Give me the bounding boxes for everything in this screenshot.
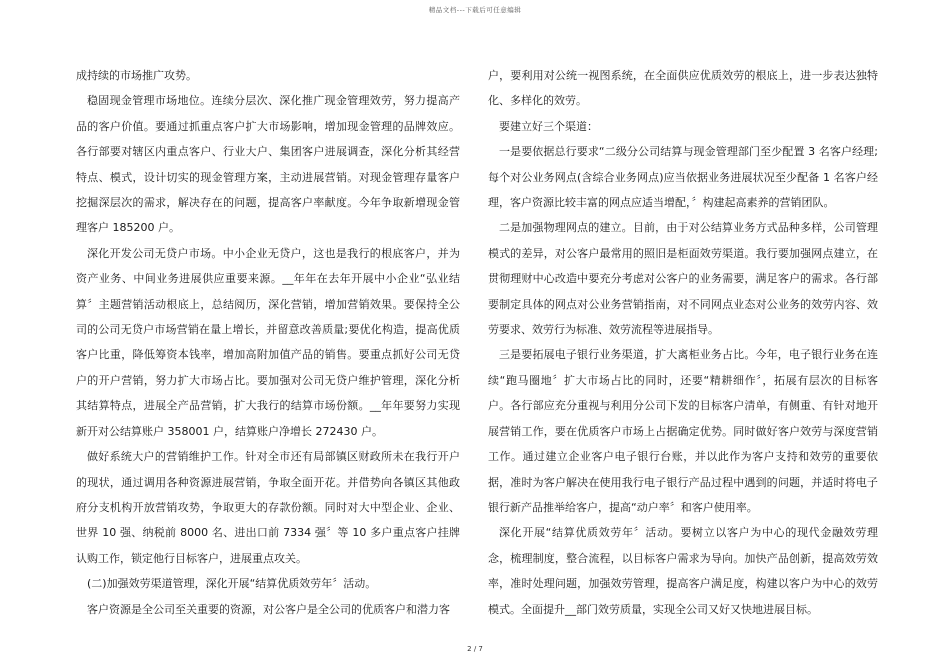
paragraph: 成持续的市场推广攻势。 (76, 69, 197, 82)
paragraph: 户，要利用对公统一视图系统，在全面供应优质效劳的根底上，进一步表达独特化、多样化的效劳。 (488, 69, 878, 108)
paragraph: 二是加强物理网点的建立。目前，由于对公结算业务方式品种多样，公司管理模式的差异，对公客户最常用的照旧是柜面效劳渠道。我行要加强网点建立，在贯彻理财中心改造中要充分考虑对公客户的业务需要，满足客户的需求。各行部要制定具体的网点对公业务营销指南，对不同网点业态对公业务的效劳内容、效劳要求、效劳行为标准、效劳流程等进展指导。 (488, 221, 878, 337)
left-column (76, 63, 460, 622)
right-column (488, 63, 878, 622)
paragraph: 客户资源是全公司至关重要的资源，对公客户是全公司的优质客户和潜力客 (87, 602, 450, 616)
page-header: 精品文档---下载后可任意编辑 (428, 6, 522, 14)
paragraph: 深化开展“结算优质效劳年〞活动。要树立以客户为中心的现代金融效劳理念，梳理制度，整合流程，以目标客户需求为导向。加快产品创新，提高效劳效率，准时处理问题，加强效劳管理，提高客户满足度，构建以客户为中心的效劳模式。全面提升__部门效劳质量，实现全公司又好又快地进展目标。 (488, 526, 878, 616)
paragraph: (二)加强效劳渠道管理，深化开展“结算优质效劳年〞活动。 (87, 577, 377, 591)
paragraph: 三是要拓展电子银行业务渠道，扩大离柜业务占比。今年，电子银行业务在连续“跑马圈地〞扩大市场占比的同时，还要“精耕细作〞，拓展有层次的目标客户。各行部应充分重视与利用分公司下发的目标客户清单，有侧重、有针对地开展营销工作，要在优质客户市场上占据确定优势。同时做好客户效劳与深度营销工作。通过建立企业客户电子银行台账，并以此作为客户支持和效劳的重要依据，准时为客户解决在使用我行电子银行产品过程中遇到的问题，并适时将电子银行新产品推举给客户，提高“动户率〞和客户使用率。 (488, 348, 878, 514)
paragraph: 一是要依据总行要求“二级分公司结算与现金管理部门至少配置 3 名客户经理;每个对公业务网点(含综合业务网点)应当依据业务进展状况至少配备 1 名客户经理，客户资源比较丰富的网点应适当增配，〞构建起高素养的营销团队。 (488, 145, 878, 210)
paragraph: 稳固现金管理市场地位。连续分层次、深化推广现金管理效劳，努力提高产品的客户价值。要通过抓重点客户扩大市场影响，增加现金管理的品牌效应。各行部要对辖区内重点客户、行业大户、集团客户进展调查，深化分析其经营特点、模式，设计切实的现金管理方案，主动进展营销。对现金管理存量客户挖掘深层次的需求，解决存在的问题，提高客户率献度。今年争取新增现金管理客户 185200 户。 (76, 94, 460, 235)
page-number: 2 / 7 (467, 645, 483, 653)
paragraph: 做好系统大户的营销维护工作。针对全市还有局部镇区财政所未在我行开户的现状，通过调用各种资源进展营销，争取全面开花。并借势向各镇区其他政府分支机构开放营销攻势，争取更大的存款份额。同时对大中型企业、企业、世界 10 强、纳税前 8000 名、进出口前 7334 强〞等 10 多户重点客户挂牌认购工作，锁定他行目标客户，进展重点攻关。 (76, 450, 460, 565)
paragraph: 要建立好三个渠道： (499, 119, 598, 133)
paragraph: 深化开发公司无贷户市场。中小企业无贷户，这也是我行的根底客户，并为资产业务、中间业务进展供应重要来源。__年年在去年开展中小企业“弘业结算〞主题营销活动根底上，总结阅历，深化营销，增加营销效果。要保持全公司的公司无贷户市场营销在量上增长，并留意改善质量;要优化构造，提高优质客户比重，降低筹资本钱率，增加高附加值产品的销售。要重点抓好公司无贷户的开户营销，努力扩大市场占比。要加强对公司无贷户维护管理，深化分析其结算特点，进展全产品营销，扩大我行的结算市场份额。__年年要努力实现新开对公结算账户 358001 户，结算账户净增长 272430 户。 (76, 246, 460, 438)
